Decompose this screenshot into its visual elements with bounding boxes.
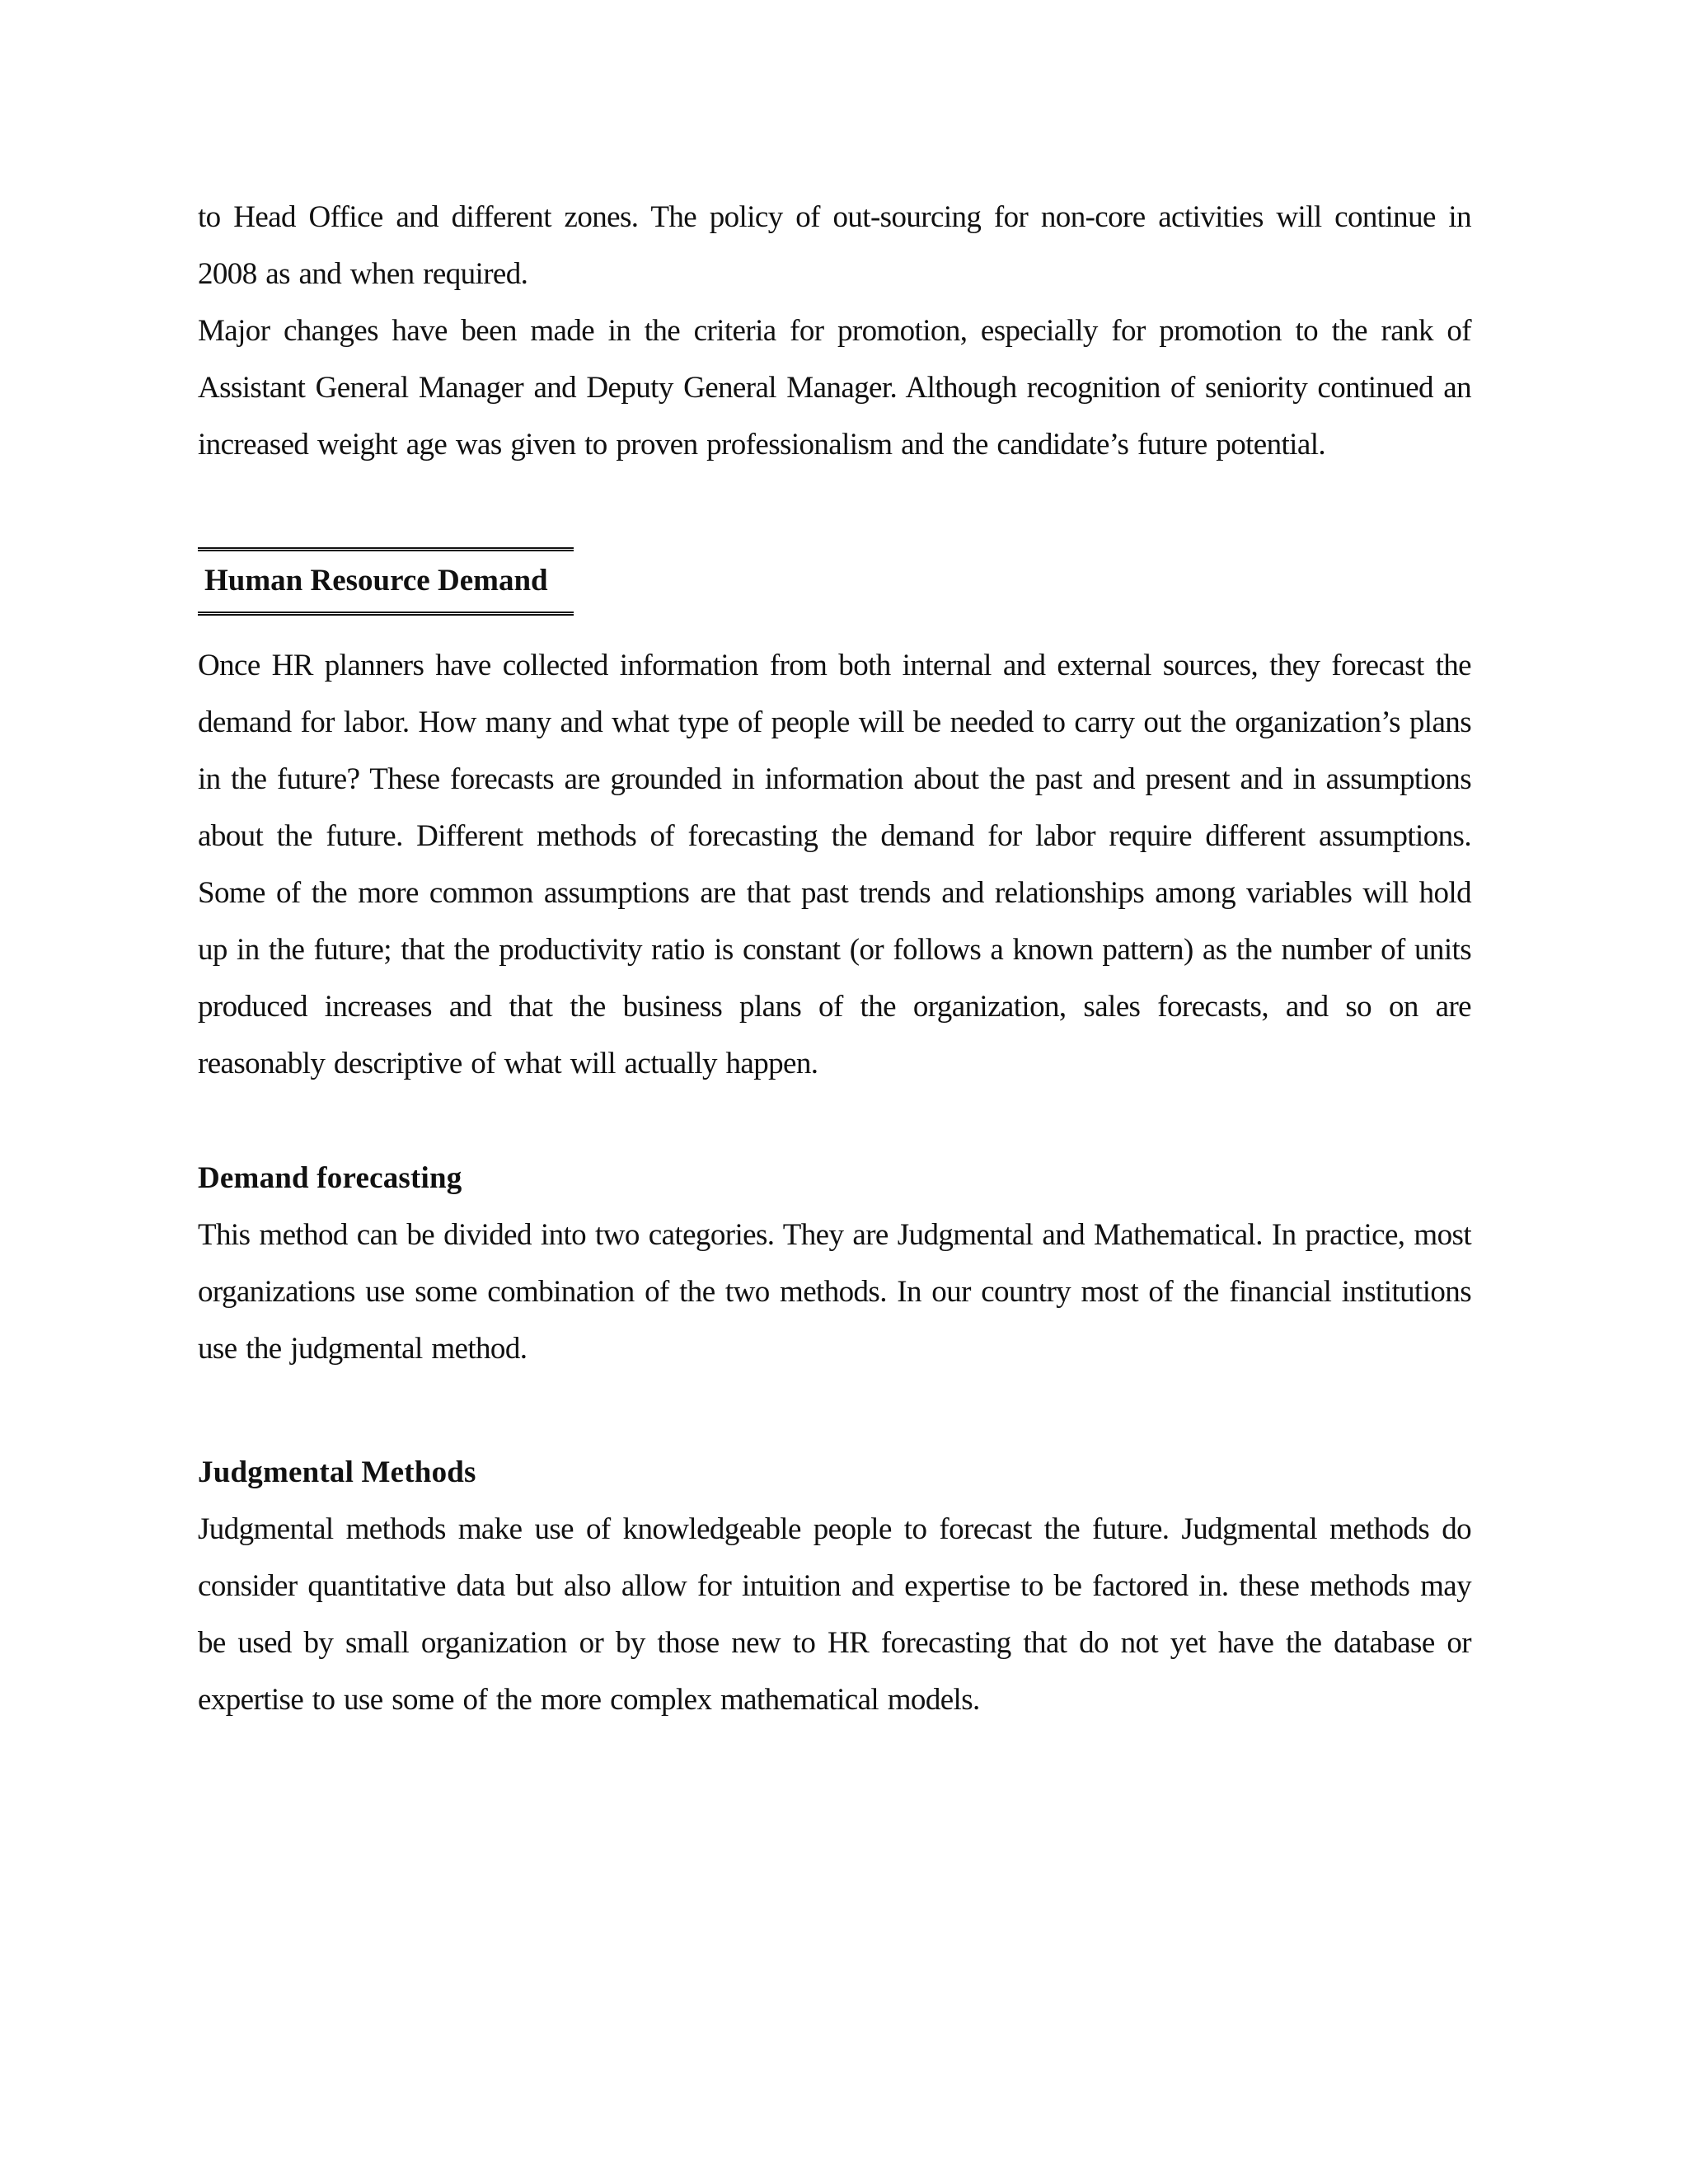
- judgmental-methods-section: [198, 1444, 1471, 1728]
- hr-demand-section: [198, 637, 1471, 1092]
- demand-forecasting-section: [198, 1150, 1471, 1377]
- heading-top-double-rule: [198, 547, 574, 551]
- demand-forecasting-paragraph: This method can be divided into two categories. They are Judgmental and Mathematical. In practice, most organizations use some combination of the two methods. In our country most of the financial institutions use the judgmental method.: [198, 1218, 1471, 1366]
- hr-demand-paragraph: Once HR planners have collected information from both internal and external sources, they forecast the demand for labor. How many and what type of people will be needed to carry out the organization’s plans in the future? These forecasts are grounded in information about the past and present and in assumptions about the future. Different methods of forecasting the demand for labor require different assumptions. Some of the more common assumptions are that past trends and relationships among variables will hold up in the future; that the productivity ratio is constant (or follows a known pattern) as the number of units produced increases and that the business plans of the organization, sales forecasts, and so on are reasonably descriptive of what will actually happen.: [198, 649, 1471, 1080]
- demand-forecasting-heading: Demand forecasting: [198, 1161, 462, 1195]
- intro-section: [198, 189, 1471, 473]
- judgmental-methods-paragraph: Judgmental methods make use of knowledgeable people to forecast the future. Judgmental methods do consider quantitative data but also allow for intuition and expertise to be factored in. these methods may be used by small organization or by those new to HR forecasting that do not yet have the database or expertise to use some of the more complex mathematical models.: [198, 1512, 1471, 1717]
- intro-paragraph-promotion: Major changes have been made in the criteria for promotion, especially for promotion to the rank of Assistant General Manager and Deputy General Manager. Although recognition of seniority continued an increased weight age was given to proven professionalism and the candidate’s future potential.: [198, 314, 1471, 462]
- intro-paragraph-continuation: to Head Office and different zones. The policy of out-sourcing for non-core activities will continue in 2008 as and when required.: [198, 200, 1471, 291]
- hr-demand-heading-box: [198, 547, 574, 616]
- heading-bottom-double-rule: [198, 612, 574, 616]
- judgmental-methods-heading: Judgmental Methods: [198, 1455, 476, 1489]
- hr-demand-heading: Human Resource Demand: [204, 564, 548, 598]
